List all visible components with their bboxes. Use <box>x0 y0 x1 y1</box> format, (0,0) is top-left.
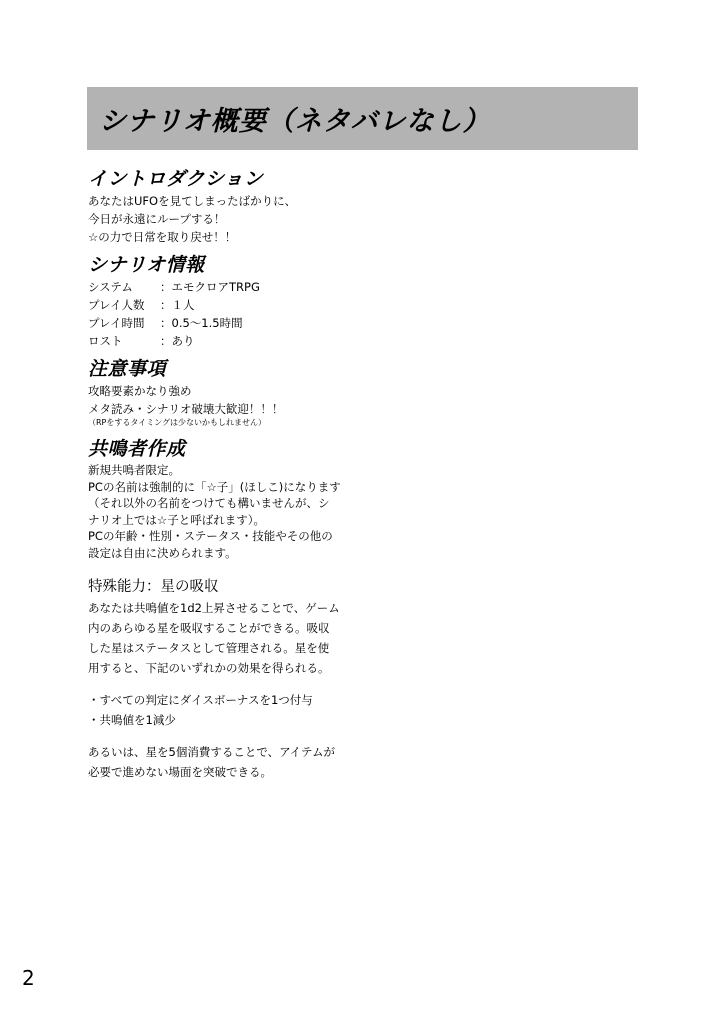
info-value: ：0.5〜1.5時間 <box>160 316 243 330</box>
intro-line: 今日が永遠にループする！ <box>88 212 226 226</box>
info-key: システム <box>88 280 133 294</box>
page-title: シナリオ概要（ネタバレなし） <box>99 106 491 137</box>
info-key: プレイ人数 <box>88 298 145 312</box>
creation-line: 設定は自由に決められます。 <box>88 545 237 560</box>
title-band <box>87 87 638 150</box>
ability-line: した星はステータスとして管理される。星を使 <box>88 641 330 655</box>
info-value: ：あり <box>160 334 195 348</box>
notes-line: メタ読み・シナリオ破壊大歓迎！！！ <box>88 402 284 416</box>
info-value: ：１人 <box>160 298 195 312</box>
creation-heading: 共鳴者作成 <box>88 438 186 460</box>
page-number: 2 <box>22 966 35 990</box>
ability-line: 用すると、下記のいずれかの効果を得られる。 <box>88 661 330 675</box>
creation-line: PCの年齢・性別・ステータス・技能やその他の <box>88 529 333 543</box>
ability-line: 内のあらゆる星を吸収することができる。吸収 <box>88 621 330 635</box>
ability-closing: あるいは、星を5個消費することで、アイテムが <box>88 745 335 759</box>
notes-line: 攻略要素かなり強め <box>88 384 192 398</box>
info-value: ：エモクロアTRPG <box>160 280 260 294</box>
info-row <box>88 314 388 332</box>
info-row <box>88 296 388 314</box>
ability-heading: 特殊能力：星の吸収 <box>88 579 219 595</box>
creation-line: （それ以外の名前をつけても構いませんが、シ <box>88 496 330 510</box>
info-row <box>88 278 388 296</box>
intro-line: ☆の力で日常を取り戻せ！！ <box>88 230 237 244</box>
info-key: ロスト <box>88 334 123 348</box>
info-heading: シナリオ情報 <box>88 254 205 276</box>
info-row <box>88 332 388 350</box>
content <box>88 166 388 782</box>
intro-heading: イントロダクション <box>88 168 264 190</box>
creation-line: 新規共鳴者限定。 <box>88 463 180 477</box>
ability-line: あなたは共鳴値を1d2上昇させることで、ゲーム <box>88 601 340 615</box>
notes-small: （RPをするタイミングは少ないかもしれません） <box>88 418 267 427</box>
ability-bullet: ・すべての判定にダイスボーナスを1つ付与 <box>88 693 313 707</box>
intro-line: あなたはUFOを見てしまったばかりに、 <box>88 194 297 208</box>
creation-line: ナリオ上では☆子と呼ばれます）。 <box>88 512 265 527</box>
ability-bullet: ・共鳴値を1減少 <box>88 713 176 727</box>
info-key: プレイ時間 <box>88 316 145 330</box>
creation-line: PCの名前は強制的に「☆子」(ほしこ)になります <box>88 479 341 494</box>
notes-heading: 注意事項 <box>88 358 167 380</box>
ability-closing: 必要で進めない場面を突破できる。 <box>88 765 272 779</box>
